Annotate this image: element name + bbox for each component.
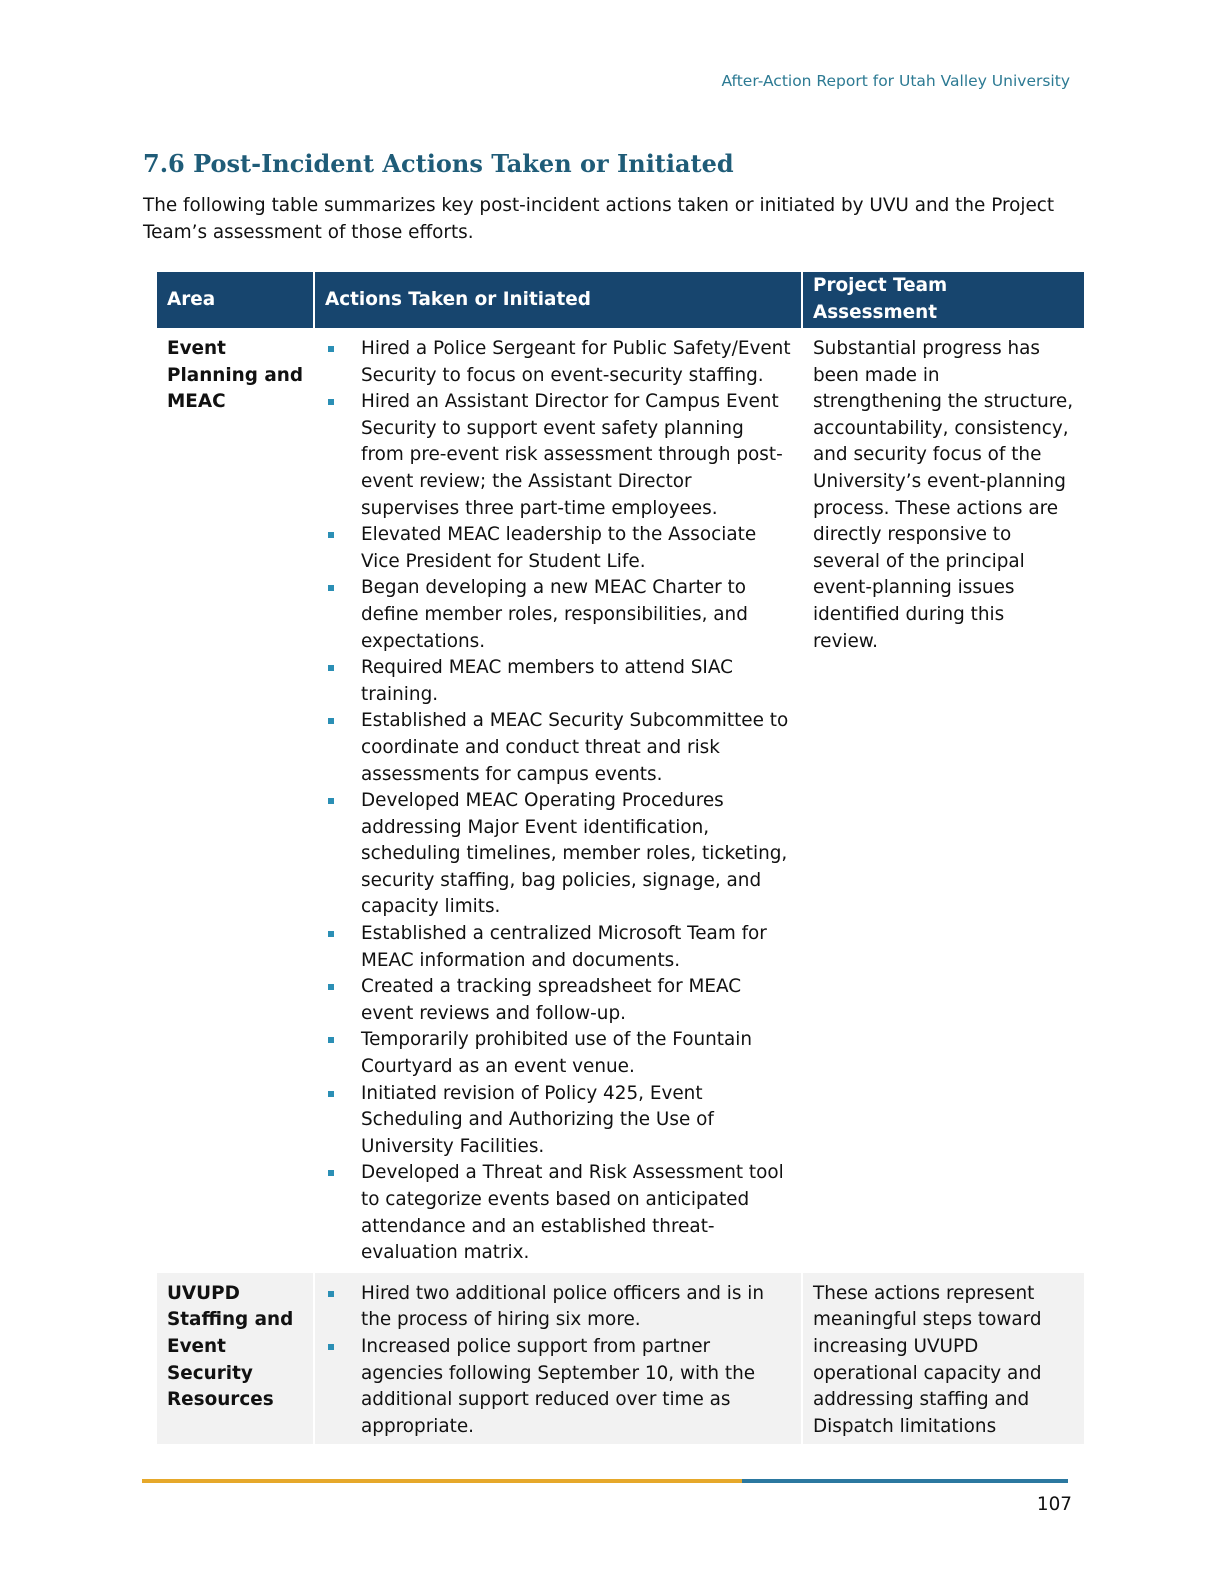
page-number: 107	[1036, 1494, 1072, 1515]
action-text: Began developing a new MEAC Charter to define member roles, responsibilities, and expectations.	[361, 577, 748, 652]
action-text: Hired two additional police officers and is in the process of hiring six more.	[361, 1282, 765, 1331]
square-bullet-icon	[328, 1344, 334, 1350]
list-item	[325, 1081, 791, 1161]
list-item	[325, 336, 791, 389]
running-header: After-Action Report for Utah Valley University	[721, 72, 1070, 90]
header-assessment: Project Team Assessment	[802, 272, 1084, 328]
table-row	[157, 1273, 1084, 1445]
list-item	[325, 522, 791, 575]
list-item	[325, 921, 791, 974]
action-text: Developed a Threat and Risk Assessment tool to categorize events based on anticipated attendance and an established threat-evaluation matrix.	[361, 1162, 784, 1264]
assessment-cell: These actions represent meaningful steps toward increasing UVUPD operational capacity and addressing staffing and Dispatch limitations	[802, 1273, 1084, 1445]
action-text: Developed MEAC Operating Procedures addressing Major Event identification, scheduling timelines, member roles, ticketing, security staffing, bag policies, signage, and capacity limits.	[361, 790, 788, 918]
list-item	[325, 575, 791, 655]
actions-list	[325, 1281, 791, 1441]
table-row	[157, 328, 1084, 1273]
action-text: Increased police support from partner agencies following September 10, with the additional support reduced over time as appropriate.	[361, 1335, 756, 1437]
intro-paragraph: The following table summarizes key post-incident actions taken or initiated by UVU and the Project Team’s assessment of those efforts.	[143, 195, 1055, 243]
section-title: 7.6 Post-Incident Actions Taken or Initiated	[143, 149, 734, 178]
list-item	[325, 788, 791, 921]
header-area: Area	[157, 272, 314, 328]
square-bullet-icon	[328, 984, 334, 990]
square-bullet-icon	[328, 1291, 334, 1297]
list-item	[325, 1334, 791, 1440]
actions-table	[157, 272, 1084, 1444]
table-header-row	[157, 272, 1084, 328]
list-item	[325, 1281, 791, 1334]
square-bullet-icon	[328, 931, 334, 937]
action-text: Established a MEAC Security Subcommittee to coordinate and conduct threat and risk assessments for campus events.	[361, 710, 789, 785]
footer-rule-gold	[142, 1479, 742, 1483]
footer-rule-blue	[742, 1479, 1068, 1483]
action-text: Elevated MEAC leadership to the Associate Vice President for Student Life.	[361, 524, 757, 572]
square-bullet-icon	[328, 665, 334, 671]
actions-cell	[314, 328, 802, 1273]
area-cell: Event Planning and MEAC	[167, 338, 304, 413]
square-bullet-icon	[328, 1037, 334, 1043]
header-actions: Actions Taken or Initiated	[314, 272, 802, 328]
assessment-cell: Substantial progress has been made in strengthening the structure, accountability, consistency, and security focus of the University’s event-planning process. These actions are directly responsive to several of the principal event-planning issues identified during this review.	[802, 328, 1084, 1273]
list-item	[325, 708, 791, 788]
actions-list	[325, 336, 791, 1267]
list-item	[325, 1027, 791, 1080]
action-text: Hired an Assistant Director for Campus Event Security to support event safety planning from pre-event risk assessment through post-event review; the Assistant Director supervises three part-time employees.	[361, 391, 783, 519]
action-text: Initiated revision of Policy 425, Event Scheduling and Authorizing the Use of University Facilities.	[361, 1082, 714, 1157]
square-bullet-icon	[328, 585, 334, 591]
square-bullet-icon	[328, 532, 334, 538]
list-item	[325, 389, 791, 522]
action-text: Created a tracking spreadsheet for MEAC event reviews and follow-up.	[361, 976, 742, 1024]
actions-cell	[314, 1273, 802, 1445]
square-bullet-icon	[328, 798, 334, 804]
action-text: Temporarily prohibited use of the Fountain Courtyard as an event venue.	[361, 1029, 753, 1078]
square-bullet-icon	[328, 399, 334, 405]
action-text: Established a centralized Microsoft Team for MEAC information and documents.	[361, 923, 767, 971]
square-bullet-icon	[328, 718, 334, 724]
list-item	[325, 655, 791, 708]
square-bullet-icon	[328, 346, 334, 352]
square-bullet-icon	[328, 1091, 334, 1097]
action-text: Required MEAC members to attend SIAC training.	[361, 657, 733, 705]
square-bullet-icon	[328, 1170, 334, 1176]
area-cell: UVUPD Staffing and Event Security Resources	[157, 1273, 314, 1445]
list-item	[325, 974, 791, 1027]
list-item	[325, 1160, 791, 1266]
action-text: Hired a Police Sergeant for Public Safety/Event Security to focus on event-security staffing.	[361, 338, 791, 386]
